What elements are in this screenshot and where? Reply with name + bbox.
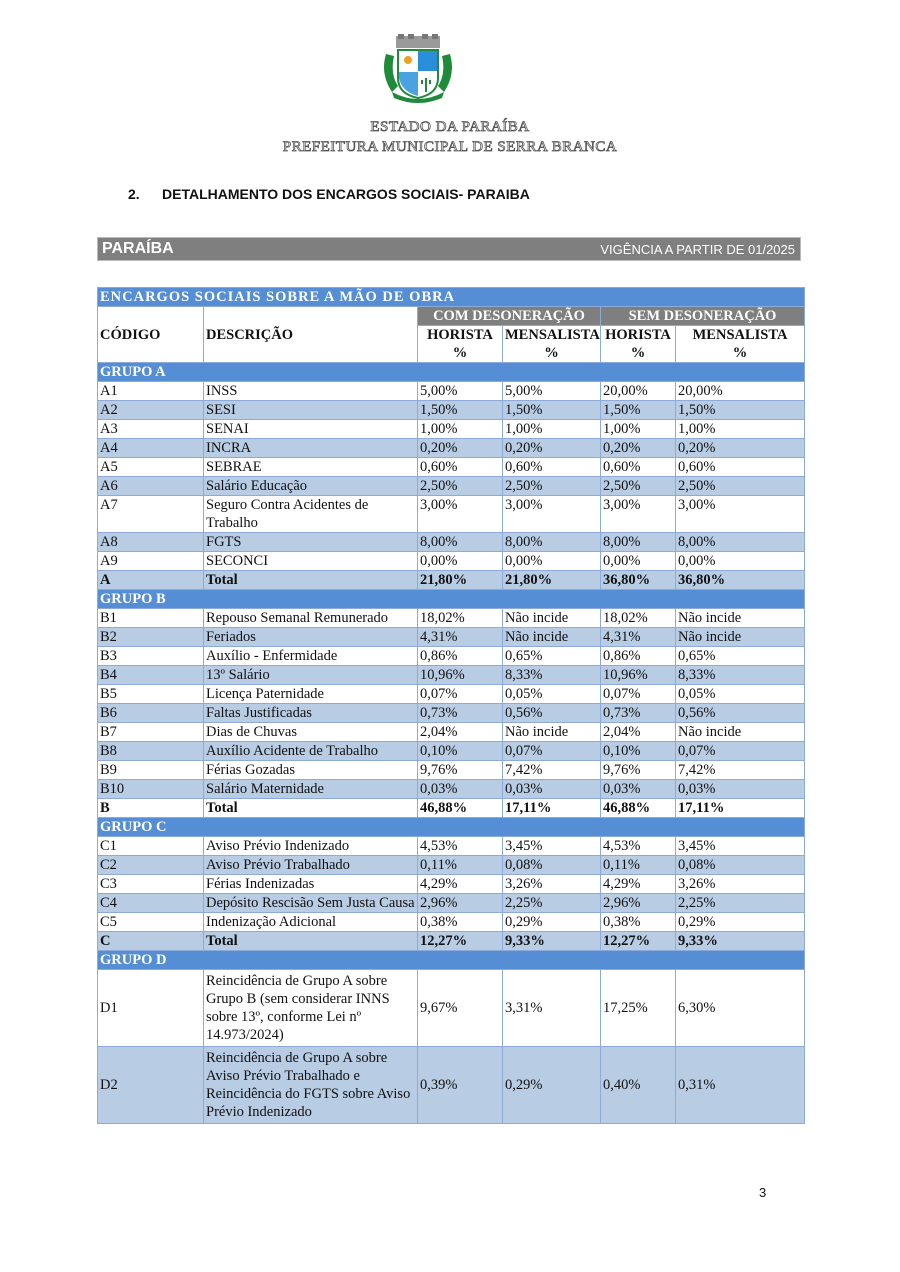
cell-descricao: Auxílio - Enfermidade [204,647,418,666]
cell-com-horista: 8,00% [418,533,503,552]
cell-sem-mensalista: 8,33% [676,666,805,685]
cell-sem-horista: 0,38% [601,913,676,932]
table-row [98,552,805,571]
cell-com-horista: 12,27% [418,932,503,951]
cell-descricao: Dias de Chuvas [204,723,418,742]
header-sem-mensalista [676,326,805,363]
table-row [98,382,805,401]
cell-descricao: Aviso Prévio Trabalhado [204,856,418,875]
group-header-row [98,818,805,837]
section-title: DETALHAMENTO DOS ENCARGOS SOCIAIS- PARAIBA [162,186,530,202]
header-label: MENSALISTA [692,327,788,343]
cell-com-horista: 21,80% [418,571,503,590]
cell-com-horista: 0,38% [418,913,503,932]
table-row [98,685,805,704]
cell-sem-mensalista: 0,05% [676,685,805,704]
cell-descricao: Repouso Semanal Remunerado [204,609,418,628]
cell-descricao: Férias Indenizadas [204,875,418,894]
cell-com-horista: 10,96% [418,666,503,685]
cell-com-mensalista: 3,45% [503,837,601,856]
cell-codigo: A8 [98,533,204,552]
cell-sem-horista: 0,73% [601,704,676,723]
total-row [98,799,805,818]
cell-descricao: Indenização Adicional [204,913,418,932]
cell-com-horista: 18,02% [418,609,503,628]
cell-sem-horista: 0,00% [601,552,676,571]
table-row [98,628,805,647]
region-label: PARAÍBA [102,240,174,257]
header-unit: % [732,345,748,361]
cell-codigo: C3 [98,875,204,894]
cell-codigo: B8 [98,742,204,761]
table-row [98,666,805,685]
group-header-row [98,590,805,609]
group-label: GRUPO C [98,818,805,837]
cell-codigo: B9 [98,761,204,780]
cell-sem-horista: 0,07% [601,685,676,704]
cell-codigo: A6 [98,477,204,496]
table-row [98,533,805,552]
cell-descricao: SECONCI [204,552,418,571]
cell-com-horista: 5,00% [418,382,503,401]
table-title: ENCARGOS SOCIAIS SOBRE A MÃO DE OBRA [98,288,805,307]
cell-com-horista: 3,00% [418,496,503,533]
table-row [98,647,805,666]
table-row [98,970,805,1047]
cell-codigo: B5 [98,685,204,704]
cell-sem-horista: 1,50% [601,401,676,420]
cell-sem-horista: 18,02% [601,609,676,628]
group-header-row [98,363,805,382]
municipality-heading: PREFEITURA MUNICIPAL DE SERRA BRANCA [282,139,618,155]
table-row [98,477,805,496]
header-label: HORISTA [427,327,493,343]
cell-sem-mensalista: 0,65% [676,647,805,666]
cell-sem-mensalista: 1,50% [676,401,805,420]
cell-descricao: FGTS [204,533,418,552]
header-unit: % [452,345,468,361]
header-sem-horista [601,326,676,363]
cell-com-horista: 0,11% [418,856,503,875]
cell-com-mensalista: 0,05% [503,685,601,704]
cell-codigo: B1 [98,609,204,628]
cell-com-mensalista: 0,60% [503,458,601,477]
municipal-coat-of-arms-logo [378,34,458,106]
cell-sem-mensalista: 20,00% [676,382,805,401]
cell-descricao: SEBRAE [204,458,418,477]
social-charges-table [97,287,805,1124]
cell-descricao: INCRA [204,439,418,458]
cell-sem-horista: 0,86% [601,647,676,666]
cell-com-horista: 2,96% [418,894,503,913]
cell-sem-horista: 17,25% [601,970,676,1047]
cell-sem-mensalista: 0,60% [676,458,805,477]
cell-com-mensalista: 0,00% [503,552,601,571]
cell-com-mensalista: 1,50% [503,401,601,420]
cell-com-horista: 9,76% [418,761,503,780]
cell-com-mensalista: Não incide [503,609,601,628]
cell-codigo: B [98,799,204,818]
cell-sem-mensalista: 0,08% [676,856,805,875]
validity-label: VIGÊNCIA A PARTIR DE 01/2025 [600,242,795,257]
cell-com-horista: 0,39% [418,1047,503,1124]
cell-sem-horista: 0,20% [601,439,676,458]
table-row [98,496,805,533]
header-codigo: CÓDIGO [98,307,204,363]
cell-com-mensalista: 0,20% [503,439,601,458]
cell-sem-mensalista: 8,00% [676,533,805,552]
header-label: HORISTA [605,327,671,343]
cell-codigo: C [98,932,204,951]
cell-com-horista: 9,67% [418,970,503,1047]
cell-com-mensalista: 0,65% [503,647,601,666]
header-com-horista [418,326,503,363]
cell-sem-horista: 0,11% [601,856,676,875]
table-row [98,609,805,628]
cell-com-mensalista: Não incide [503,723,601,742]
cell-sem-horista: 4,29% [601,875,676,894]
cell-sem-mensalista: Não incide [676,628,805,647]
cell-sem-horista: 46,88% [601,799,676,818]
table-row [98,401,805,420]
cell-sem-mensalista: Não incide [676,723,805,742]
cell-com-mensalista: 0,56% [503,704,601,723]
cell-codigo: C4 [98,894,204,913]
cell-com-horista: 4,53% [418,837,503,856]
cell-com-horista: 1,50% [418,401,503,420]
table-row [98,761,805,780]
header-label: MENSALISTA [505,327,600,343]
cell-sem-mensalista: 0,03% [676,780,805,799]
cell-com-mensalista: 21,80% [503,571,601,590]
cell-com-mensalista: 2,25% [503,894,601,913]
cell-com-mensalista: 0,29% [503,1047,601,1124]
cell-sem-horista: 0,10% [601,742,676,761]
table-row [98,723,805,742]
cell-sem-mensalista: 2,25% [676,894,805,913]
cell-codigo: C2 [98,856,204,875]
cell-sem-mensalista: 3,26% [676,875,805,894]
header-sem-desoneracao: SEM DESONERAÇÃO [601,307,805,326]
cell-com-horista: 0,03% [418,780,503,799]
cell-com-horista: 0,20% [418,439,503,458]
section-heading [128,186,530,202]
cell-com-mensalista: 3,00% [503,496,601,533]
cell-codigo: A9 [98,552,204,571]
cell-descricao: Depósito Rescisão Sem Justa Causa [204,894,418,913]
cell-sem-mensalista: 6,30% [676,970,805,1047]
group-label: GRUPO A [98,363,805,382]
table-row [98,875,805,894]
cell-descricao: Total [204,932,418,951]
cell-sem-mensalista: 9,33% [676,932,805,951]
cell-com-mensalista: 5,00% [503,382,601,401]
cell-sem-horista: 0,03% [601,780,676,799]
cell-sem-horista: 10,96% [601,666,676,685]
state-heading: ESTADO DA PARAÍBA [370,119,530,135]
table-row [98,458,805,477]
cell-descricao: SENAI [204,420,418,439]
cell-com-mensalista: 2,50% [503,477,601,496]
cell-com-horista: 0,07% [418,685,503,704]
cell-sem-horista: 2,04% [601,723,676,742]
cell-descricao: 13º Salário [204,666,418,685]
cell-sem-horista: 3,00% [601,496,676,533]
cell-com-horista: 4,31% [418,628,503,647]
cell-sem-horista: 4,31% [601,628,676,647]
cell-com-horista: 0,60% [418,458,503,477]
header-com-desoneracao: COM DESONERAÇÃO [418,307,601,326]
cell-sem-mensalista: 36,80% [676,571,805,590]
cell-codigo: D1 [98,970,204,1047]
cell-com-mensalista: 3,31% [503,970,601,1047]
cell-com-mensalista: Não incide [503,628,601,647]
table-row [98,704,805,723]
cell-com-horista: 0,00% [418,552,503,571]
table-row [98,1047,805,1124]
cell-sem-mensalista: 0,29% [676,913,805,932]
cell-sem-mensalista: 7,42% [676,761,805,780]
cell-com-mensalista: 0,07% [503,742,601,761]
cell-sem-horista: 20,00% [601,382,676,401]
cell-com-horista: 46,88% [418,799,503,818]
cell-codigo: A3 [98,420,204,439]
cell-com-mensalista: 7,42% [503,761,601,780]
header-descricao: DESCRIÇÃO [204,307,418,363]
cell-com-mensalista: 8,00% [503,533,601,552]
region-band [97,237,801,261]
cell-codigo: B3 [98,647,204,666]
table-row [98,837,805,856]
cell-codigo: C5 [98,913,204,932]
group-header-row [98,951,805,970]
cell-descricao: Reincidência de Grupo A sobre Aviso Prévio Trabalhado e Reincidência do FGTS sobre Aviso Prévio Indenizado [204,1047,418,1124]
cell-sem-mensalista: 0,20% [676,439,805,458]
cell-descricao: Total [204,571,418,590]
cell-sem-mensalista: 0,56% [676,704,805,723]
total-row [98,932,805,951]
cell-descricao: Férias Gozadas [204,761,418,780]
cell-com-horista: 4,29% [418,875,503,894]
cell-codigo: B4 [98,666,204,685]
total-row [98,571,805,590]
cell-sem-mensalista: 0,31% [676,1047,805,1124]
cell-com-horista: 2,04% [418,723,503,742]
cell-descricao: Salário Educação [204,477,418,496]
header-unit: % [630,345,646,361]
cell-codigo: A [98,571,204,590]
cell-com-horista: 0,73% [418,704,503,723]
cell-com-mensalista: 1,00% [503,420,601,439]
table-row [98,742,805,761]
table-row [98,856,805,875]
cell-descricao: Feriados [204,628,418,647]
cell-codigo: D2 [98,1047,204,1124]
section-number: 2. [128,186,140,202]
cell-com-horista: 0,86% [418,647,503,666]
cell-com-mensalista: 9,33% [503,932,601,951]
page-number: 3 [759,1185,767,1200]
cell-com-horista: 0,10% [418,742,503,761]
cell-codigo: B10 [98,780,204,799]
cell-descricao: Reincidência de Grupo A sobre Grupo B (sem considerar INNS sobre 13º, conforme Lei nº 14.973/2024) [204,970,418,1047]
cell-sem-horista: 1,00% [601,420,676,439]
cell-sem-horista: 9,76% [601,761,676,780]
group-label: GRUPO D [98,951,805,970]
cell-com-mensalista: 0,03% [503,780,601,799]
cell-descricao: Aviso Prévio Indenizado [204,837,418,856]
cell-com-mensalista: 0,29% [503,913,601,932]
cell-sem-horista: 0,60% [601,458,676,477]
cell-sem-mensalista: 17,11% [676,799,805,818]
cell-sem-mensalista: 3,00% [676,496,805,533]
cell-sem-mensalista: 2,50% [676,477,805,496]
cell-descricao: Seguro Contra Acidentes de Trabalho [204,496,418,533]
cell-codigo: B2 [98,628,204,647]
cell-descricao: Licença Paternidade [204,685,418,704]
cell-com-mensalista: 8,33% [503,666,601,685]
cell-com-mensalista: 0,08% [503,856,601,875]
cell-com-mensalista: 3,26% [503,875,601,894]
cell-codigo: A4 [98,439,204,458]
cell-com-horista: 2,50% [418,477,503,496]
cell-sem-horista: 2,96% [601,894,676,913]
cell-descricao: INSS [204,382,418,401]
cell-descricao: Auxílio Acidente de Trabalho [204,742,418,761]
table-row [98,439,805,458]
header-unit: % [544,345,559,361]
cell-sem-horista: 8,00% [601,533,676,552]
cell-sem-horista: 36,80% [601,571,676,590]
group-label: GRUPO B [98,590,805,609]
cell-codigo: B6 [98,704,204,723]
cell-sem-mensalista: 0,00% [676,552,805,571]
cell-descricao: Total [204,799,418,818]
cell-descricao: SESI [204,401,418,420]
header-com-mensalista [503,326,601,363]
cell-sem-mensalista: Não incide [676,609,805,628]
cell-descricao: Faltas Justificadas [204,704,418,723]
cell-sem-horista: 2,50% [601,477,676,496]
cell-com-horista: 1,00% [418,420,503,439]
table-row [98,420,805,439]
cell-sem-horista: 12,27% [601,932,676,951]
cell-codigo: A7 [98,496,204,533]
cell-descricao: Salário Maternidade [204,780,418,799]
cell-sem-mensalista: 0,07% [676,742,805,761]
cell-sem-mensalista: 3,45% [676,837,805,856]
cell-sem-horista: 0,40% [601,1047,676,1124]
cell-sem-horista: 4,53% [601,837,676,856]
cell-codigo: A5 [98,458,204,477]
table-row [98,913,805,932]
table-row [98,780,805,799]
cell-codigo: A1 [98,382,204,401]
cell-codigo: C1 [98,837,204,856]
cell-com-mensalista: 17,11% [503,799,601,818]
cell-sem-mensalista: 1,00% [676,420,805,439]
cell-codigo: A2 [98,401,204,420]
cell-codigo: B7 [98,723,204,742]
table-row [98,894,805,913]
